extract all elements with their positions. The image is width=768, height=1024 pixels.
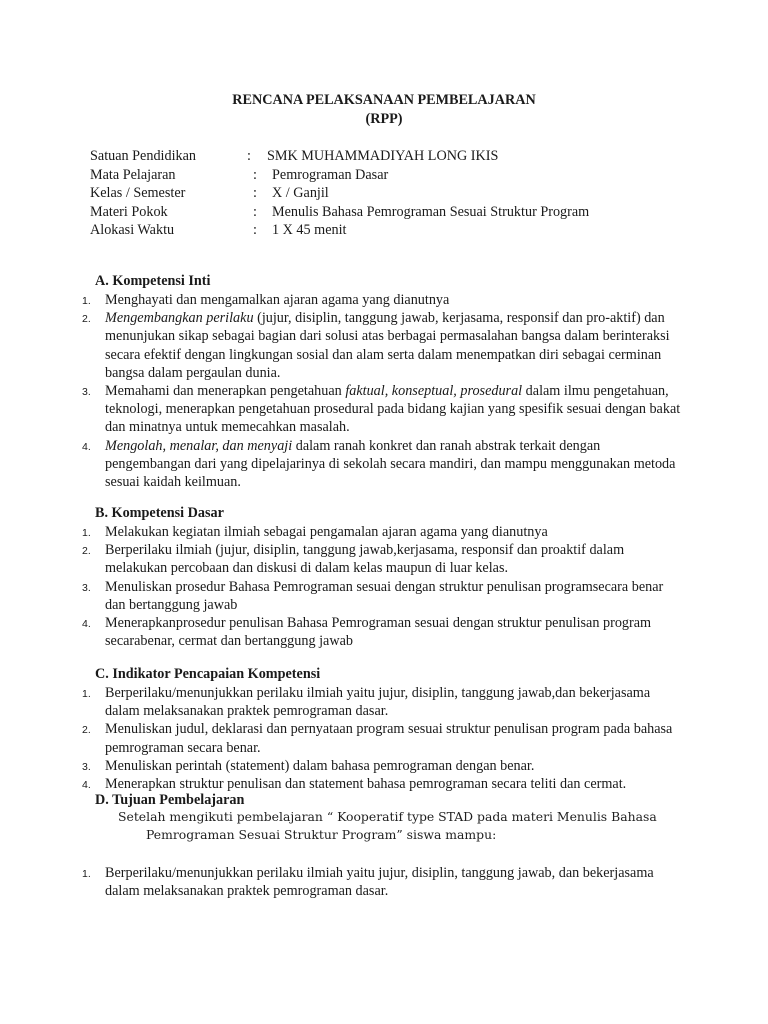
list-item <box>82 578 682 614</box>
list-text: Menuliskan judul, deklarasi dan pernyataan program sesuai struktur penulisan program pada bahasa pemrograman secara benar. <box>105 721 673 756</box>
list-text-rest: dalam ilmu pengetahuan, teknologi, menerapkan pengetahuan prosedural pada bidang kajian yang spesifik sesuai dengan bakat dan minatnya untuk memecahkan masalah. <box>105 383 681 436</box>
identity-label: Mata Pelajaran <box>90 166 176 183</box>
document-title: RENCANA PELAKSANAAN PEMBELAJARAN <box>232 92 536 108</box>
identity-value: Menulis Bahasa Pemrograman Sesuai Struktur Program <box>272 203 590 220</box>
list-number: 3. <box>82 581 91 594</box>
section-a-heading: A. Kompetensi Inti <box>95 273 211 289</box>
section-a-list <box>82 291 682 491</box>
list-number: 4. <box>82 618 91 631</box>
list-text: Berperilaku ilmiah (jujur, disiplin, tanggung jawab,kerjasama, responsif dan proaktif dalam melakukan percobaan dan diskusi di dalam kelas maupun di luar kelas. <box>105 542 625 577</box>
section-d-intro-line2: Pemrograman Sesuai Struktur Program” siswa mampu: <box>146 827 497 842</box>
list-number: 2. <box>82 724 91 737</box>
list-text: Melakukan kegiatan ilmiah sebagai pengamalan ajaran agama yang dianutnya <box>105 524 548 540</box>
list-item <box>82 864 682 900</box>
list-item <box>82 382 682 437</box>
emphasis-text: faktual, konseptual, prosedural <box>345 383 523 400</box>
list-number: 2. <box>82 545 91 558</box>
list-number: 1. <box>82 688 91 700</box>
emphasis-text: Mengolah, menalar, dan menyaji <box>105 437 293 454</box>
identity-label: Kelas / Semester <box>90 185 186 201</box>
section-b-list <box>82 523 682 650</box>
list-item <box>82 523 682 541</box>
list-item <box>82 757 682 775</box>
list-number: 1. <box>82 527 91 539</box>
list-item <box>82 775 682 793</box>
list-item <box>82 720 682 756</box>
list-item <box>82 309 682 382</box>
document-subtitle: (RPP) <box>365 111 403 127</box>
list-text <box>105 383 680 435</box>
list-item <box>82 684 682 720</box>
list-text <box>105 310 670 381</box>
list-number: 4. <box>82 779 91 792</box>
list-item <box>82 291 682 309</box>
list-text <box>105 438 675 490</box>
list-item <box>82 541 682 577</box>
list-text: Menerapkan struktur penulisan dan statement bahasa pemrograman secara teliti dan cermat. <box>105 776 627 793</box>
identity-value: 1 X 45 menit <box>272 222 347 238</box>
identity-colon: : <box>253 203 257 220</box>
list-item <box>82 614 682 650</box>
section-d-list <box>82 864 682 900</box>
section-d-heading: D. Tujuan Pembelajaran <box>95 792 245 808</box>
list-item <box>82 437 682 492</box>
list-text-rest: (jujur, disiplin, tanggung jawab, kerjasama, responsif dan pro-aktif) dan menunjukan sikap sebagai bagian dari solusi atas berbagai permasalahan bangsa dalam berinteraksi secara efektif dengan lingkungan sosial dan alam serta dalam menempatkan diri sebagai cerminan bangsa dalam pergaulan dunia. <box>105 310 670 381</box>
identity-colon: : <box>253 222 257 238</box>
list-text-start: Memahami dan menerapkan pengetahuan <box>105 383 346 400</box>
list-number: 2. <box>82 313 91 326</box>
section-c-heading: C. Indikator Pencapaian Kompetensi <box>95 666 321 682</box>
list-number: 3. <box>82 760 91 773</box>
emphasis-text: Mengembangkan perilaku <box>105 310 254 327</box>
list-number: 1. <box>82 295 91 307</box>
section-b-heading: B. Kompetensi Dasar <box>95 505 224 521</box>
list-text: Berperilaku/menunjukkan perilaku ilmiah yaitu jujur, disiplin, tanggung jawab,dan bekerjasama dalam melaksanakan praktek pemrograman dasar. <box>105 685 651 720</box>
list-text: Menerapkanprosedur penulisan Bahasa Pemrograman sesuai dengan struktur penulisan program secarabenar, cermat dan bertanggung jawab <box>105 615 652 650</box>
list-text: Menuliskan perintah (statement) dalam bahasa pemrograman dengan benar. <box>105 757 535 774</box>
list-number: 4. <box>82 440 91 453</box>
list-text: Menuliskan prosedur Bahasa Pemrograman sesuai dengan struktur penulisan programsecara benar dan bertanggung jawab <box>105 578 664 613</box>
section-d-intro-line1: Setelah mengikuti pembelajaran “ Kooperatif type STAD pada materi Menulis Bahasa <box>118 809 657 824</box>
list-text: Menghayati dan mengamalkan ajaran agama yang dianutnya <box>105 292 450 308</box>
list-text-rest: dalam ranah konkret dan ranah abstrak terkait dengan pengembangan dari yang dipelajarinya di sekolah secara mandiri, dan mampu menggunakan metoda sesuai kaidah keilmuan. <box>105 437 676 491</box>
identity-value: X / Ganjil <box>272 185 329 201</box>
identity-label: Materi Pokok <box>90 203 168 220</box>
identity-label: Alokasi Waktu <box>90 222 175 238</box>
list-number: 1. <box>82 868 91 880</box>
list-number: 3. <box>82 386 91 399</box>
identity-colon: : <box>253 166 257 183</box>
identity-value: Pemrograman Dasar <box>272 166 389 183</box>
identity-value: SMK MUHAMMADIYAH LONG IKIS <box>267 148 499 164</box>
identity-label: Satuan Pendidikan <box>90 148 196 164</box>
identity-colon: : <box>247 148 251 164</box>
section-c-list <box>82 684 682 793</box>
list-text: Berperilaku/menunjukkan perilaku ilmiah yaitu jujur, disiplin, tanggung jawab, dan bekerjasama dalam melaksanakan praktek pemrograman dasar. <box>105 865 654 900</box>
identity-colon: : <box>253 185 257 201</box>
